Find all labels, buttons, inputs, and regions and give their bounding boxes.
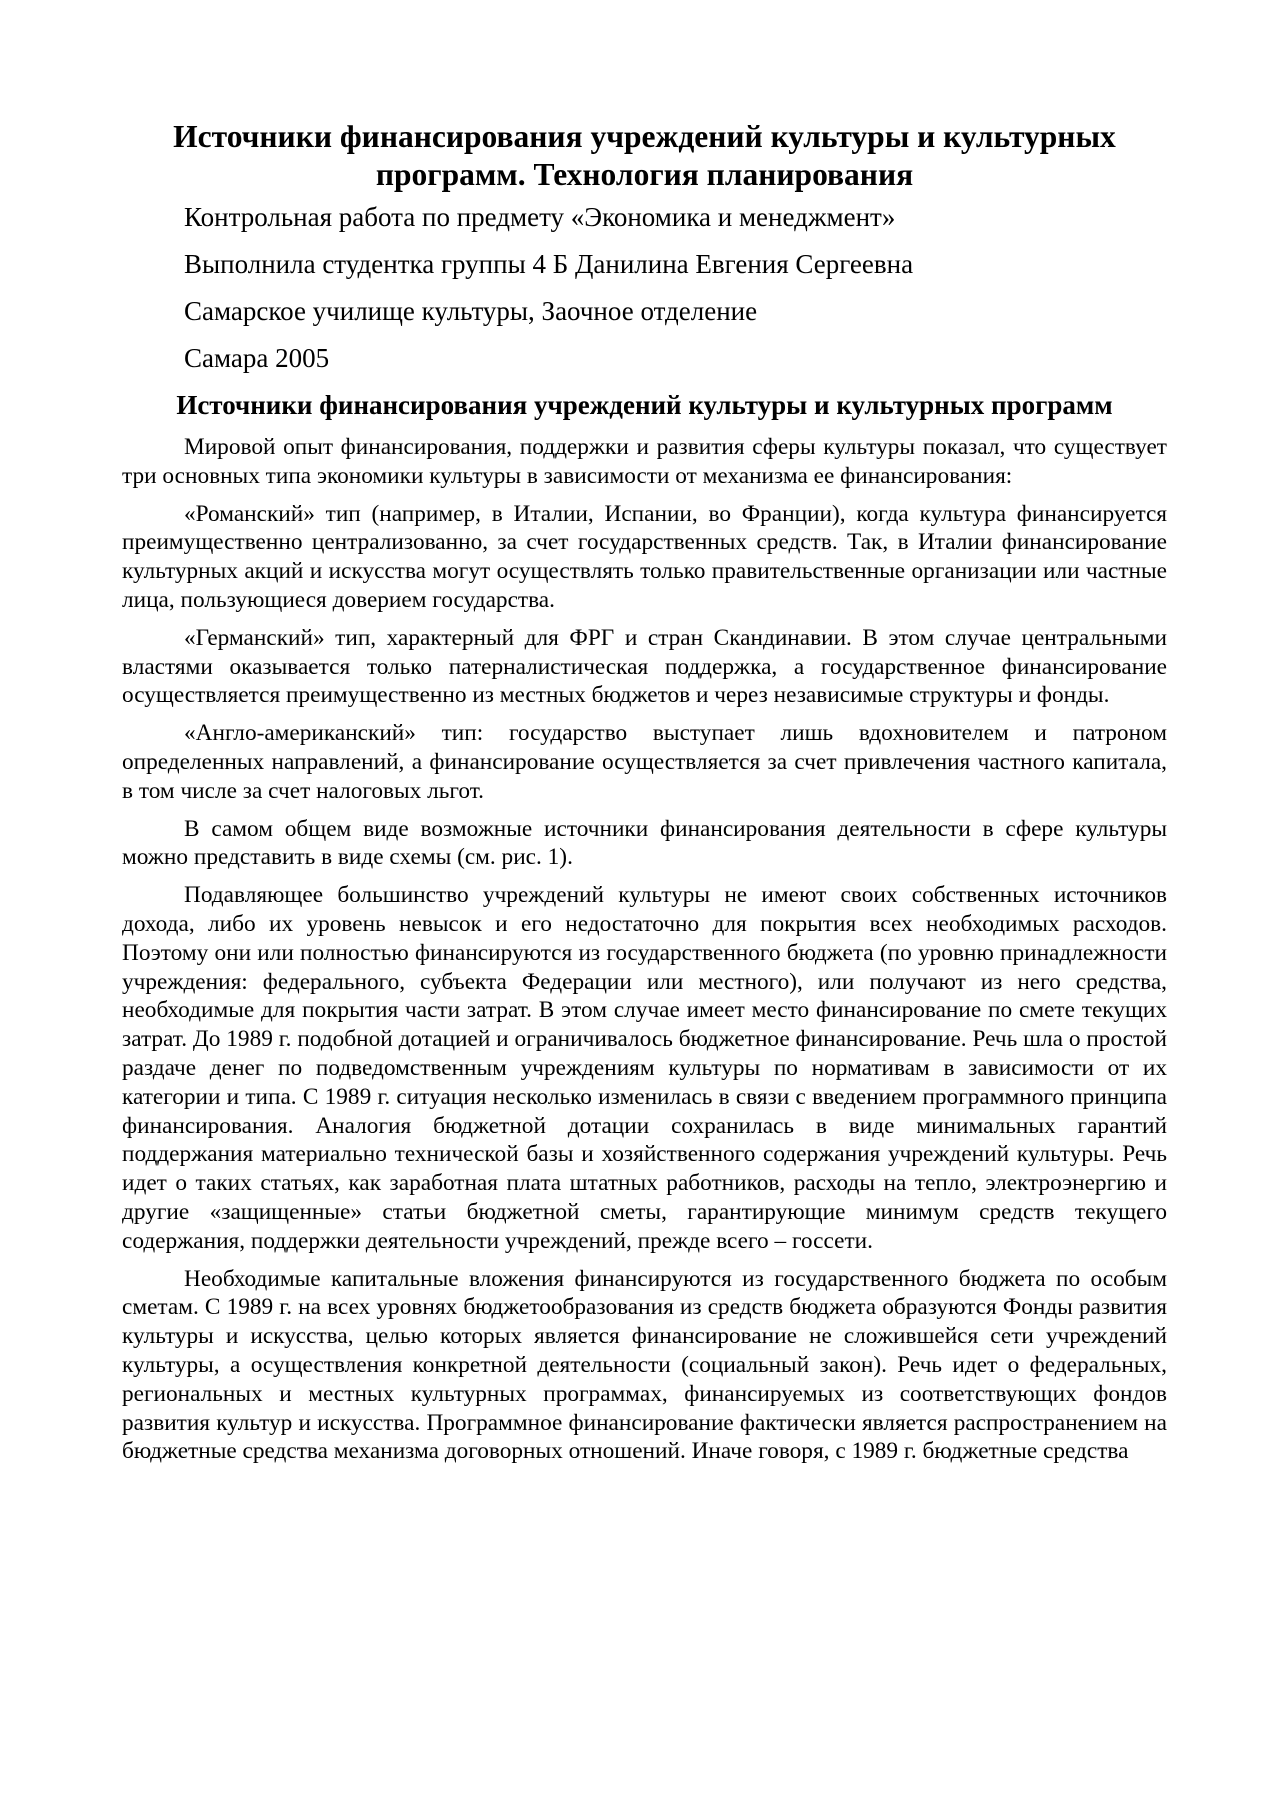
meta-line-author: Выполнила студентка группы 4 Б Данилина Евгения Сергеевна — [184, 249, 914, 279]
paragraph: Подавляющее большинство учреждений культуры не имеют своих собственных источников дохода, либо их уровень невысок и его недостаточно для покрытия всех необходимых расходов. Поэтому они или полностью финансируются из государственного бюджета (по уровню принадлежности учреждения: федерального, субъекта Федерации или местного), или получают из него средства, необходимые для покрытия части затрат. В этом случае имеет место финансирование по смете текущих затрат. До 1989 г. подобной дотацией и ограничивалось бюджетное финансирование. Речь шла о простой раздаче денег по подведомственным учреждениям культуры по нормативам в зависимости от их категории и типа. С 1989 г. ситуация несколько изменилась в связи с введением программного принципа финансирования. Аналогия бюджетной дотации сохранилась в виде минимальных гарантий поддержания материально технической базы и хозяйственного содержания учреждений культуры. Речь идет о таких статьях, как заработная плата штатных работников, расходы на тепло, электроэнергию и другие «защищенные» статьи бюджетной сметы, гарантирующие минимум средств текущего содержания, поддержки деятельности учреждений, прежде всего – госсети. — [122, 882, 1167, 1254]
document-page — [122, 118, 1167, 1475]
paragraph: «Германский» тип, характерный для ФРГ и стран Скандинавии. В этом случае центральными властями оказывается только патерналистическая поддержка, а государственное финансирование осуществляется преимущественно из местных бюджетов и через независимые структуры и фонды. — [122, 624, 1167, 709]
paragraph: Мировой опыт финансирования, поддержки и развития сферы культуры показал, что существует три основных типа экономики культуры в зависимости от механизма ее финансирования: — [122, 434, 1167, 489]
paragraph: Необходимые капитальные вложения финансируются из государственного бюджета по особым сметам. С 1989 г. на всех уровнях бюджетообразования из средств бюджета образуются Фонды развития культуры и искусства, целью которых является финансирование не сложившейся сети учреждений культуры, а осуществления конкретной деятельности (социальный закон). Речь идет о федеральных, региональных и местных культурных программах, финансируемых из соответствующих фондов развития культур и искусства. Программное финансирование фактически является распространением на бюджетные средства механизма договорных отношений. Иначе говоря, с 1989 г. бюджетные средства — [122, 1265, 1167, 1465]
paragraph: «Англо-американский» тип: государство выступает лишь вдохновителем и патроном определенных направлений, а финансирование осуществляется за счет привлечения частного капитала, в том числе за счет налоговых льгот. — [122, 720, 1167, 804]
section-title: Источники финансирования учреждений культуры и культурных программ — [176, 390, 1113, 420]
meta-line-school: Самарское училище культуры, Заочное отделение — [184, 296, 758, 326]
meta-line-city-year: Самара 2005 — [184, 343, 330, 373]
paragraph: «Романский» тип (например, в Италии, Испании, во Франции), когда культура финансируется преимущественно централизованно, за счет государственных средств. Так, в Италии финансирование культурных акций и искусства могут осуществлять только правительственные организации или частные лица, пользующиеся доверием государства. — [122, 500, 1167, 613]
meta-line-subject: Контрольная работа по предмету «Экономика и менеджмент» — [184, 202, 896, 232]
document-title: Источники финансирования учреждений культуры и культурных программ. Технология планирования — [173, 119, 1116, 192]
paragraph: В самом общем виде возможные источники финансирования деятельности в сфере культуры можно представить в виде схемы (см. рис. 1). — [122, 815, 1167, 871]
